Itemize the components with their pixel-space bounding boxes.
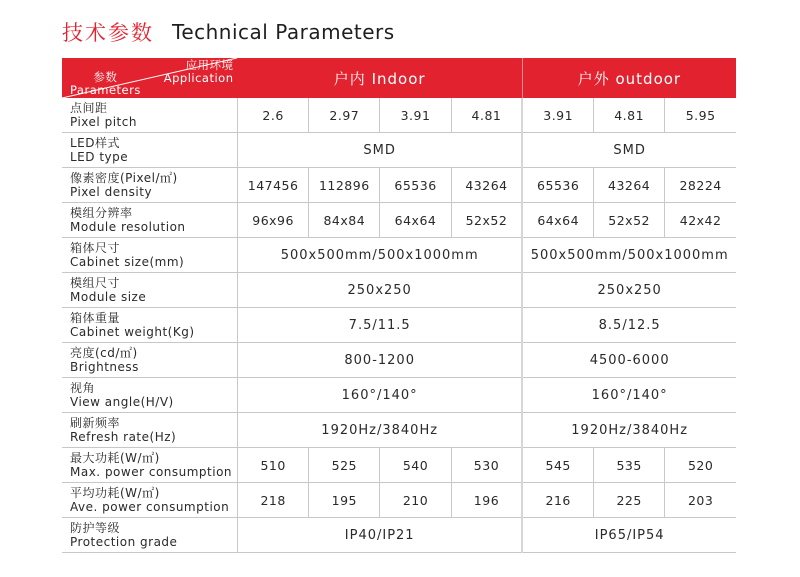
table-row: [62, 133, 736, 168]
row-label-en: Ave. power consumption: [70, 500, 230, 514]
indoor-value-cell: 195: [309, 483, 380, 518]
indoor-merged-cell: 250x250: [238, 273, 523, 308]
outdoor-value-cell: 42x42: [665, 203, 736, 238]
row-label-cn: 像素密度(Pixel/㎡): [70, 171, 178, 185]
table-row: [62, 518, 736, 553]
outdoor-merged-cell: 500x500mm/500x1000mm: [522, 238, 736, 273]
row-label-en: Protection grade: [70, 535, 178, 549]
outdoor-value-cell: 225: [594, 483, 665, 518]
outdoor-value-cell: 520: [665, 448, 736, 483]
indoor-merged-cell: 800-1200: [238, 343, 523, 378]
header-outdoor-label: 户外 outdoor: [577, 69, 682, 88]
indoor-value-cell: 65536: [380, 168, 451, 203]
row-label-en: Pixel density: [70, 185, 153, 199]
row-label: [62, 308, 238, 343]
indoor-value-cell: 4.81: [451, 98, 522, 133]
indoor-merged-cell: 1920Hz/3840Hz: [238, 413, 523, 448]
row-label-en: LED type: [70, 150, 129, 164]
outdoor-value-cell: 52x52: [594, 203, 665, 238]
outdoor-merged-cell: 1920Hz/3840Hz: [522, 413, 736, 448]
indoor-value-cell: 2.97: [309, 98, 380, 133]
indoor-merged-cell: 7.5/11.5: [238, 308, 523, 343]
indoor-merged-cell: 500x500mm/500x1000mm: [238, 238, 523, 273]
indoor-value-cell: 112896: [309, 168, 380, 203]
row-label: [62, 518, 238, 553]
indoor-value-cell: 210: [380, 483, 451, 518]
header-diagonal-cell: [62, 58, 238, 98]
table-row: [62, 483, 736, 518]
outdoor-merged-cell: 250x250: [522, 273, 736, 308]
indoor-value-cell: 510: [238, 448, 309, 483]
header-parameters: [70, 71, 141, 97]
indoor-value-cell: 96x96: [238, 203, 309, 238]
spec-table: [62, 58, 736, 553]
indoor-merged-cell: SMD: [238, 133, 523, 168]
table-row: [62, 308, 736, 343]
table-row: [62, 203, 736, 238]
row-label-cn: 防护等级: [70, 521, 121, 535]
indoor-value-cell: 84x84: [309, 203, 380, 238]
header-parameters-en: Parameters: [70, 83, 141, 97]
indoor-value-cell: 218: [238, 483, 309, 518]
row-label-cn: 箱体尺寸: [70, 241, 121, 255]
indoor-value-cell: 540: [380, 448, 451, 483]
outdoor-merged-cell: 8.5/12.5: [522, 308, 736, 343]
outdoor-merged-cell: IP65/IP54: [522, 518, 736, 553]
header-indoor: [238, 58, 523, 98]
row-label-cn: 视角: [70, 381, 96, 395]
table-row: [62, 448, 736, 483]
row-label: [62, 98, 238, 133]
row-label-cn: LED样式: [70, 136, 121, 150]
indoor-value-cell: 530: [451, 448, 522, 483]
header-application-cn: 应用环境: [185, 58, 234, 72]
outdoor-value-cell: 535: [594, 448, 665, 483]
header-parameters-cn: 参数: [93, 70, 118, 84]
row-label: [62, 238, 238, 273]
page-title: [62, 14, 395, 50]
row-label: [62, 343, 238, 378]
outdoor-value-cell: 43264: [594, 168, 665, 203]
table-row: [62, 343, 736, 378]
row-label-en: Cabinet size(mm): [70, 255, 185, 269]
row-label: [62, 413, 238, 448]
indoor-value-cell: 64x64: [380, 203, 451, 238]
header-application-en: Application: [163, 71, 234, 85]
row-label-en: Pixel pitch: [70, 115, 137, 129]
header-outdoor: [522, 58, 736, 98]
row-label-cn: 点间距: [70, 101, 108, 115]
outdoor-value-cell: 3.91: [522, 98, 593, 133]
indoor-merged-cell: IP40/IP21: [238, 518, 523, 553]
row-label: [62, 448, 238, 483]
row-label-cn: 模组分辨率: [70, 206, 133, 220]
outdoor-merged-cell: 160°/140°: [522, 378, 736, 413]
row-label-en: Module resolution: [70, 220, 186, 234]
indoor-value-cell: 52x52: [451, 203, 522, 238]
table-row: [62, 238, 736, 273]
outdoor-value-cell: 5.95: [665, 98, 736, 133]
row-label-en: Brightness: [70, 360, 139, 374]
table-header-row: [62, 58, 736, 98]
title-cn: 技术参数: [62, 21, 154, 45]
row-label-en: View angle(H/V): [70, 395, 174, 409]
header-application: [164, 59, 234, 85]
row-label-en: Cabinet weight(Kg): [70, 325, 195, 339]
row-label-cn: 亮度(cd/㎡): [70, 346, 138, 360]
row-label-cn: 平均功耗(W/㎡): [70, 486, 160, 500]
row-label-cn: 箱体重量: [70, 311, 121, 325]
outdoor-value-cell: 65536: [522, 168, 593, 203]
row-label-cn: 模组尺寸: [70, 276, 121, 290]
row-label-en: Max. power consumption: [70, 465, 233, 479]
table-row: [62, 378, 736, 413]
outdoor-value-cell: 64x64: [522, 203, 593, 238]
outdoor-merged-cell: 4500-6000: [522, 343, 736, 378]
row-label: [62, 133, 238, 168]
indoor-value-cell: 2.6: [238, 98, 309, 133]
row-label-cn: 最大功耗(W/㎡): [70, 451, 160, 465]
table-row: [62, 98, 736, 133]
row-label: [62, 483, 238, 518]
outdoor-value-cell: 216: [522, 483, 593, 518]
table-row: [62, 273, 736, 308]
indoor-value-cell: 43264: [451, 168, 522, 203]
row-label: [62, 378, 238, 413]
outdoor-value-cell: 203: [665, 483, 736, 518]
row-label: [62, 203, 238, 238]
outdoor-value-cell: 28224: [665, 168, 736, 203]
indoor-merged-cell: 160°/140°: [238, 378, 523, 413]
row-label-en: Refresh rate(Hz): [70, 430, 177, 444]
outdoor-merged-cell: SMD: [522, 133, 736, 168]
row-label-cn: 刷新频率: [70, 416, 121, 430]
header-indoor-label: 户内 Indoor: [333, 69, 426, 88]
table-row: [62, 168, 736, 203]
row-label: [62, 273, 238, 308]
row-label: [62, 168, 238, 203]
indoor-value-cell: 196: [451, 483, 522, 518]
row-label-en: Module size: [70, 290, 147, 304]
outdoor-value-cell: 545: [522, 448, 593, 483]
outdoor-value-cell: 4.81: [594, 98, 665, 133]
table-row: [62, 413, 736, 448]
title-en: Technical Parameters: [172, 20, 395, 44]
indoor-value-cell: 147456: [238, 168, 309, 203]
indoor-value-cell: 3.91: [380, 98, 451, 133]
indoor-value-cell: 525: [309, 448, 380, 483]
